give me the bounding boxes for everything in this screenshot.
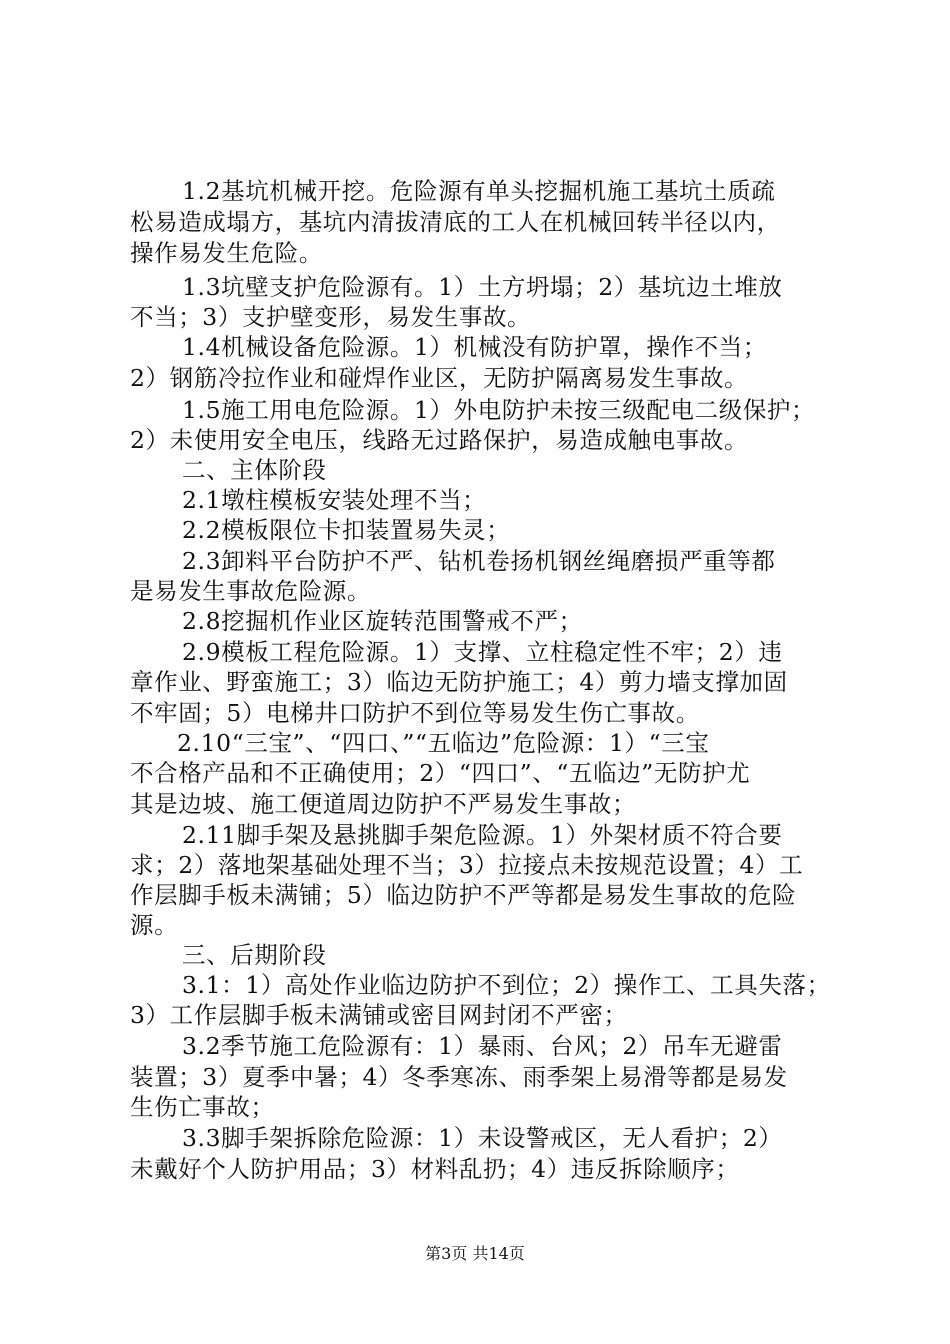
text-line-5: 不当；3）支护壁变形，易发生事故。 — [130, 303, 532, 331]
text-line-31: 生伤亡事故； — [130, 1093, 275, 1121]
text-line-1: 1.2基坑机械开挖。危险源有单头挖掘机施工基坑土质疏 — [182, 177, 776, 205]
section-heading-2: 二、主体阶段 — [182, 456, 327, 484]
text-line-9: 2）未使用安全电压，线路无过路保护，易造成触电事故。 — [130, 426, 749, 454]
text-line-8: 1.5施工用电危险源。1）外电防护未按三级配电二级保护； — [182, 396, 816, 424]
text-line-27: 3.1：1）高处作业临边防护不到位；2）操作工、工具失落； — [182, 971, 831, 999]
text-line-18: 不牢固；5）电梯井口防护不到位等易发生伤亡事故。 — [130, 699, 700, 727]
text-line-2: 松易造成塌方，基坑内清拔清底的工人在机械回转半径以内， — [130, 208, 781, 236]
text-line-16: 2.9模板工程危险源。1）支撑、立柱稳定性不牢；2）违 — [182, 638, 783, 666]
text-line-28: 3）工作层脚手板未满铺或密目网封闭不严密； — [130, 1001, 628, 1029]
text-line-19: 2.10“三宝”、“四口、”“五临边”危险源：1）“三宝 — [177, 729, 710, 757]
text-line-6: 1.4机械设备危险源。1）机械没有防护罩，操作不当； — [182, 333, 767, 361]
text-line-13: 2.3卸料平台防护不严、钻机卷扬机钢丝绳磨损严重等都 — [182, 547, 776, 575]
text-line-24: 作层脚手板未满铺；5）临边防护不严等都是易发生事故的危险 — [130, 881, 797, 909]
text-line-33: 未戴好个人防护用品；3）材料乱扔；4）违反拆除顺序； — [130, 1155, 740, 1183]
text-line-32: 3.3脚手架拆除危险源：1）未设警戒区，无人看护；2） — [182, 1124, 783, 1152]
text-line-20: 不合格产品和不正确使用；2）“四口”、“五临边”无防护尤 — [130, 759, 751, 787]
text-line-7: 2）钢筋冷拉作业和碰焊作业区，无防护隔离易发生事故。 — [130, 364, 749, 392]
text-line-17: 章作业、野蛮施工；3）临边无防护施工；4）剪力墙支撑加固 — [130, 668, 788, 696]
text-line-30: 装置；3）夏季中暑；4）冬季寒冻、雨季架上易滑等都是易发 — [130, 1063, 788, 1091]
text-line-12: 2.2模板限位卡扣装置易失灵； — [182, 516, 511, 544]
text-line-14: 是易发生事故危险源。 — [130, 577, 371, 605]
text-line-25: 源。 — [130, 911, 179, 939]
text-line-3: 操作易发生危险。 — [130, 239, 323, 267]
text-line-15: 2.8挖掘机作业区旋转范围警戒不严； — [182, 607, 583, 635]
text-line-29: 3.2季节施工危险源有：1）暴雨、台风；2）吊车无避雷 — [182, 1032, 783, 1060]
page-number-footer: 第3页 共14页 — [425, 1244, 525, 1263]
text-line-4: 1.3坑壁支护危险源有。1）土方坍塌；2）基坑边土堆放 — [182, 273, 783, 301]
text-line-23: 求；2）落地架基础处理不当；3）拉接点未按规范设置；4）工 — [130, 851, 804, 879]
text-line-21: 其是边坡、施工便道周边防护不严易发生事故； — [130, 790, 637, 818]
section-heading-3: 三、后期阶段 — [182, 941, 327, 969]
text-line-11: 2.1墩柱模板安装处理不当； — [182, 486, 487, 514]
text-line-22: 2.11脚手架及悬挑脚手架危险源。1）外架材质不符合要 — [182, 821, 783, 849]
